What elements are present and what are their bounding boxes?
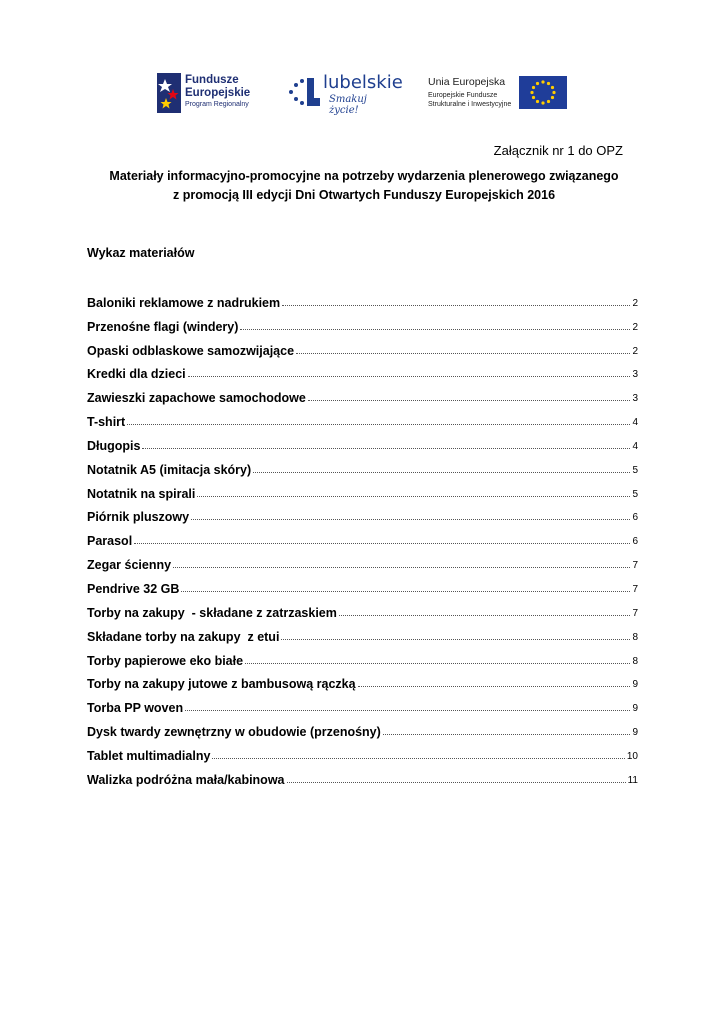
toc-entry-label[interactable]: Tablet multimadialny xyxy=(87,748,211,763)
toc-entry[interactable] xyxy=(87,550,638,574)
toc-entry[interactable] xyxy=(87,717,638,741)
eu-line3: Strukturalne i Inwestycyjne xyxy=(428,101,512,108)
toc-entry-label[interactable]: Kredki dla dzieci xyxy=(87,367,186,382)
eu-line1: Unia Europejska xyxy=(428,76,506,88)
toc-entry-label[interactable]: Piórnik pluszowy xyxy=(87,510,190,525)
toc-entry-page[interactable]: 9 xyxy=(632,703,638,715)
toc-leader-dots xyxy=(383,734,631,735)
toc-leader-dots xyxy=(287,782,626,783)
toc-entry[interactable] xyxy=(87,360,638,384)
toc-entry[interactable] xyxy=(87,693,638,717)
fe-stars-icon xyxy=(157,73,181,113)
title-line-1: Materiały informacyjno-promocyjne na potrzeby wydarzenia plenerowego związanego xyxy=(109,169,619,183)
toc-entry-label[interactable]: Parasol xyxy=(87,534,133,549)
document-title xyxy=(84,167,644,205)
toc-entry-label[interactable]: Opaski odblaskowe samozwijające xyxy=(87,343,295,358)
toc-leader-dots xyxy=(240,329,630,330)
toc-entry-page[interactable]: 6 xyxy=(632,512,638,524)
toc-leader-dots xyxy=(188,376,631,377)
toc-entry-page[interactable]: 2 xyxy=(632,321,638,333)
toc-entry-page[interactable]: 7 xyxy=(632,583,638,595)
toc-entry-label[interactable]: Walizka podróżna mała/kabinowa xyxy=(87,772,285,787)
toc-entry[interactable] xyxy=(87,646,638,670)
eu-flag-icon xyxy=(519,76,567,109)
toc-entry-label[interactable]: Torby papierowe eko białe xyxy=(87,653,244,668)
toc-leader-dots xyxy=(185,710,630,711)
toc-entry-label[interactable]: T-shirt xyxy=(87,415,126,430)
toc-entry[interactable] xyxy=(87,503,638,527)
toc-leader-dots xyxy=(253,472,630,473)
toc-leader-dots xyxy=(191,519,630,520)
toc-entry-page[interactable]: 10 xyxy=(626,750,638,762)
toc-entry-label[interactable]: Zegar ścienny xyxy=(87,558,172,573)
toc-entry-page[interactable]: 9 xyxy=(632,727,638,739)
toc-leader-dots xyxy=(134,543,630,544)
toc-leader-dots xyxy=(181,591,630,592)
lubelskie-logo xyxy=(287,70,403,116)
toc-entry-page[interactable]: 5 xyxy=(632,488,638,500)
annex-label: Załącznik nr 1 do OPZ xyxy=(493,143,623,158)
toc-entry-page[interactable]: 5 xyxy=(632,464,638,476)
toc-entry-label[interactable]: Torby na zakupy - składane z zatrzaskiem xyxy=(87,605,337,620)
toc-entry-page[interactable]: 3 xyxy=(632,369,638,381)
toc-entry[interactable] xyxy=(87,574,638,598)
toc-entry-label[interactable]: Długopis xyxy=(87,438,141,453)
toc-entry-label[interactable]: Notatnik A5 (imitacja skóry) xyxy=(87,462,252,477)
toc-entry[interactable] xyxy=(87,622,638,646)
toc-leader-dots xyxy=(358,686,631,687)
toc-entry-label[interactable]: Dysk twardy zewnętrzny w obudowie (przenośny) xyxy=(87,725,381,740)
toc-leader-dots xyxy=(212,758,624,759)
toc-entry-page[interactable]: 3 xyxy=(632,393,638,405)
eu-line2: Europejskie Fundusze xyxy=(428,92,498,99)
toc-leader-dots xyxy=(308,400,631,401)
eu-logo xyxy=(418,70,568,114)
toc-entry[interactable] xyxy=(87,407,638,431)
toc-entry[interactable] xyxy=(87,288,638,312)
title-line-2: z promocją III edycji Dni Otwartych Funduszy Europejskich 2016 xyxy=(172,188,556,202)
lubelskie-slogan: Smakuj życie! xyxy=(329,94,367,116)
toc-leader-dots xyxy=(339,615,631,616)
toc-entry-label[interactable]: Notatnik na spirali xyxy=(87,486,196,501)
toc-entry-page[interactable]: 4 xyxy=(632,440,638,452)
lubelskie-emblem-icon xyxy=(287,76,321,108)
toc-entry-page[interactable]: 8 xyxy=(632,631,638,643)
toc-entry-page[interactable]: 6 xyxy=(632,536,638,548)
toc-entry-page[interactable]: 2 xyxy=(632,297,638,309)
materials-heading: Wykaz materiałów xyxy=(87,246,195,260)
toc-entry-page[interactable]: 11 xyxy=(627,774,638,786)
toc-entry-label[interactable]: Baloniki reklamowe z nadrukiem xyxy=(87,295,281,310)
toc-entry[interactable] xyxy=(87,431,638,455)
toc-leader-dots xyxy=(245,663,630,664)
lubelskie-name: lubelskie xyxy=(323,72,403,93)
table-of-contents xyxy=(87,288,638,789)
toc-entry-page[interactable]: 9 xyxy=(632,679,638,691)
toc-entry[interactable] xyxy=(87,383,638,407)
fe-line3: Program Regionalny xyxy=(185,101,249,108)
fe-line2: Europejskie xyxy=(185,87,251,99)
toc-entry[interactable] xyxy=(87,455,638,479)
toc-leader-dots xyxy=(142,448,630,449)
toc-leader-dots xyxy=(173,567,630,568)
toc-entry-page[interactable]: 7 xyxy=(632,607,638,619)
toc-entry-page[interactable]: 7 xyxy=(632,560,638,572)
toc-leader-dots xyxy=(282,305,630,306)
toc-leader-dots xyxy=(197,496,630,497)
toc-entry[interactable] xyxy=(87,765,638,789)
toc-leader-dots xyxy=(296,353,630,354)
toc-entry-label[interactable]: Składane torby na zakupy z etui xyxy=(87,629,280,644)
toc-entry[interactable] xyxy=(87,336,638,360)
logo-bar xyxy=(0,70,725,118)
toc-entry[interactable] xyxy=(87,479,638,503)
toc-entry-page[interactable]: 8 xyxy=(632,655,638,667)
toc-entry-label[interactable]: Zawieszki zapachowe samochodowe xyxy=(87,391,306,406)
toc-leader-dots xyxy=(281,639,630,640)
toc-entry[interactable] xyxy=(87,598,638,622)
toc-entry-label[interactable]: Przenośne flagi (windery) xyxy=(87,319,239,334)
toc-entry-label[interactable]: Torba PP woven xyxy=(87,701,184,716)
toc-entry-label[interactable]: Torby na zakupy jutowe z bambusową rączką xyxy=(87,677,356,692)
fundusze-europejskie-logo xyxy=(157,70,267,114)
toc-entry-page[interactable]: 2 xyxy=(632,345,638,357)
toc-leader-dots xyxy=(127,424,630,425)
toc-entry[interactable] xyxy=(87,741,638,765)
toc-entry[interactable] xyxy=(87,526,638,550)
fe-line1: Fundusze xyxy=(185,74,239,86)
toc-entry[interactable] xyxy=(87,670,638,694)
toc-entry[interactable] xyxy=(87,312,638,336)
toc-entry-label[interactable]: Pendrive 32 GB xyxy=(87,581,180,596)
toc-entry-page[interactable]: 4 xyxy=(632,417,638,429)
